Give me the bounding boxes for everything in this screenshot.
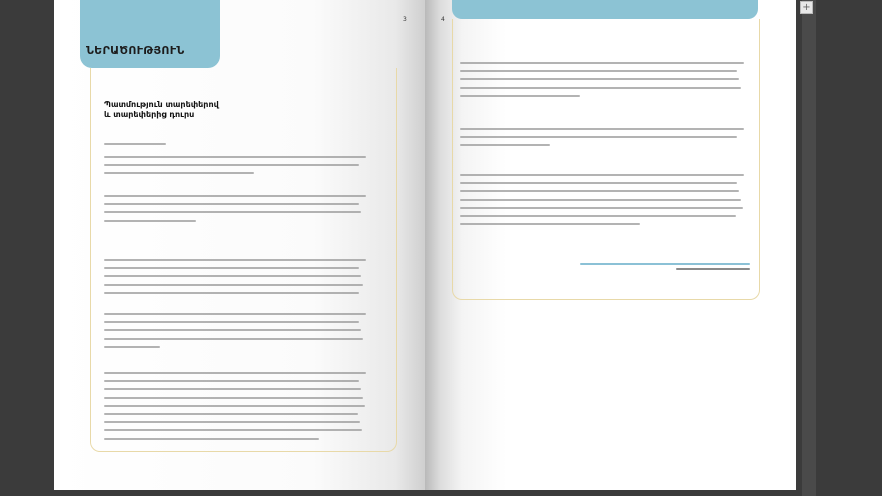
text-line — [104, 259, 366, 261]
text-line — [460, 199, 741, 201]
text-line — [104, 292, 359, 294]
text-line — [104, 372, 366, 374]
text-line — [104, 321, 359, 323]
text-line — [104, 284, 363, 286]
heading-line-2: և տարեփերից դուրս — [104, 110, 195, 119]
article-heading — [104, 100, 364, 120]
text-line — [460, 215, 736, 217]
text-line — [104, 380, 359, 382]
text-line — [460, 136, 737, 138]
left-page — [54, 0, 425, 490]
text-line — [460, 70, 737, 72]
scrollbar[interactable] — [802, 0, 816, 496]
text-line — [104, 195, 366, 197]
page-number-right: 4 — [441, 16, 445, 23]
book-spread — [54, 0, 796, 490]
text-line — [460, 128, 744, 130]
text-line — [104, 143, 166, 145]
text-line — [104, 438, 319, 440]
text-line — [460, 62, 744, 64]
text-line — [460, 207, 743, 209]
scroll-up-button[interactable]: + — [800, 1, 813, 14]
text-line — [460, 223, 640, 225]
heading-line-1: Պատմություն տարեփերով — [104, 100, 219, 109]
text-line — [460, 95, 580, 97]
text-line — [460, 174, 744, 176]
right-page — [425, 0, 796, 490]
signature-line-1 — [580, 263, 750, 265]
text-line — [460, 87, 741, 89]
text-line — [460, 182, 737, 184]
text-line — [104, 156, 366, 158]
section-tab — [80, 0, 220, 68]
page-number-left: 3 — [403, 16, 407, 23]
text-line — [104, 338, 363, 340]
text-line — [104, 397, 363, 399]
text-line — [104, 421, 360, 423]
text-line — [104, 267, 359, 269]
section-title: ՆԵՐԱԾՈՒԹՅՈՒՆ — [86, 44, 185, 57]
text-line — [104, 346, 160, 348]
text-line — [104, 220, 196, 222]
text-line — [104, 313, 366, 315]
right-header-band — [452, 0, 758, 19]
text-line — [104, 203, 359, 205]
signature-line-2 — [676, 268, 750, 270]
text-line — [104, 164, 359, 166]
text-line — [104, 405, 365, 407]
text-line — [104, 413, 358, 415]
signature-block — [570, 260, 750, 273]
